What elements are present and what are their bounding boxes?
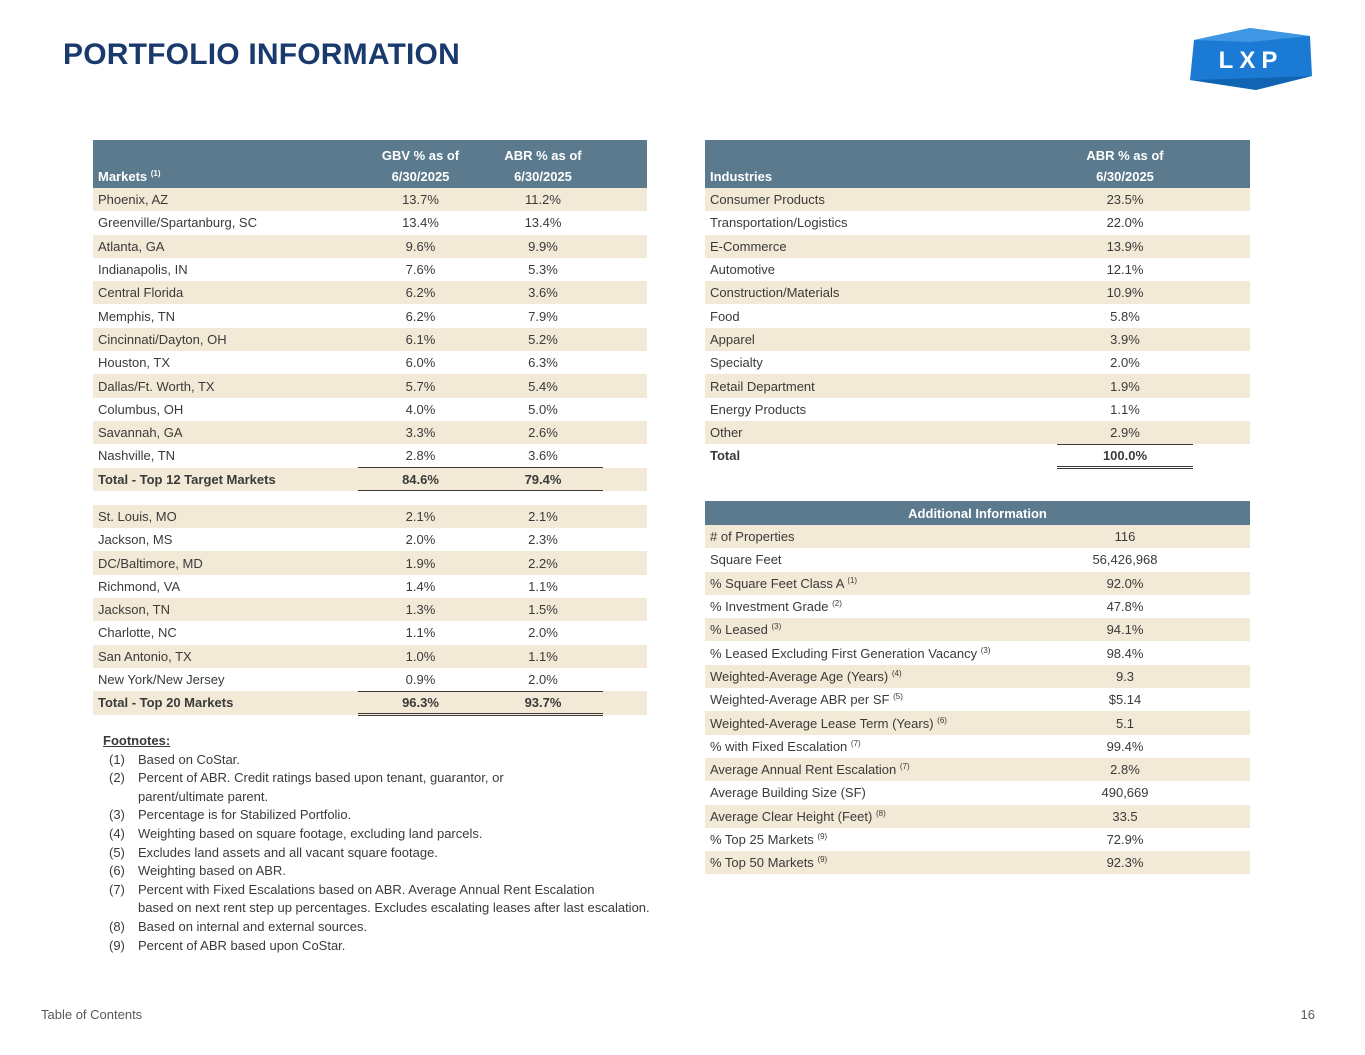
market-gbv: 7.6%: [405, 262, 436, 278]
industry-name: Energy Products: [710, 401, 807, 417]
industry-total-value: 100.0%: [1057, 444, 1193, 467]
additional-info-label: % Leased Excluding First Generation Vacancy $^{(3)}$: [710, 645, 991, 661]
market-abr: 1.5%: [483, 598, 603, 621]
market-gbv: 6.2%: [358, 281, 483, 304]
market-abr: 2.0%: [483, 668, 603, 691]
footnote-text: Weighting based on square footage, excluding land parcels.: [138, 825, 483, 841]
market-abr: 9.9%: [483, 235, 603, 258]
market-row: [93, 188, 647, 211]
footnote-number: [103, 899, 138, 918]
additional-info-value: 5.1: [1035, 711, 1215, 734]
market-gbv: 13.4%: [402, 215, 439, 231]
industry-name: Food: [710, 308, 740, 324]
footnote-ref: (9): [817, 832, 828, 841]
industry-name: Automotive: [710, 262, 776, 278]
footnote-ref: (7): [899, 762, 910, 772]
additional-info-value: 47.8%: [1106, 599, 1144, 615]
additional-info-row: [705, 548, 1250, 571]
industry-row: [705, 188, 1250, 211]
industry-name: Transportation/Logistics: [710, 215, 848, 231]
industry-name: Construction/Materials: [705, 281, 1057, 304]
industries-total-row: [705, 444, 1250, 467]
footnote-item: [103, 751, 650, 770]
additional-info-table: [705, 501, 1250, 874]
additional-info-label: Average Annual Rent Escalation $^{(7)}$: [705, 758, 1035, 781]
market-name: Total - Top 12 Target Markets: [93, 468, 358, 491]
additional-info-row: [705, 805, 1250, 828]
market-row: [93, 304, 647, 327]
additional-info-value: 92.3%: [1035, 851, 1215, 874]
industry-row: [705, 235, 1250, 258]
additional-info-row: [705, 525, 1250, 548]
footnote-text: Percentage is for Stabilized Portfolio.: [138, 807, 352, 823]
industry-row: [705, 351, 1250, 374]
industry-row: [705, 281, 1250, 304]
industry-row: [705, 421, 1250, 444]
footnote-text: Based on internal and external sources.: [138, 918, 368, 934]
footnote-text: Percent of ABR. Credit ratings based upon tenant, guarantor, or: [138, 770, 504, 786]
additional-info-value: $5.14: [1108, 692, 1142, 708]
table-of-contents-link[interactable]: Table of Contents: [41, 1007, 143, 1022]
market-abr: 7.9%: [528, 308, 558, 324]
markets-subtotal-row: [93, 468, 647, 491]
markets-gbv-header-line2: 6/30/2025: [358, 164, 483, 188]
additional-info-value: 490,669: [1101, 785, 1149, 801]
market-row: [93, 551, 647, 574]
market-gbv: 1.3%: [358, 598, 483, 621]
market-row: [93, 211, 647, 234]
footnote-ref: (2): [832, 599, 842, 609]
market-row: [93, 421, 647, 444]
market-row: [93, 575, 647, 598]
footnote-number: (4): [109, 825, 125, 841]
additional-info-row: [705, 851, 1250, 874]
footnote-text: Percent with Fixed Escalations based on ABR. Average Annual Rent Escalation: [138, 881, 595, 897]
additional-info-row: [705, 572, 1250, 595]
market-gbv: 1.0%: [358, 645, 483, 668]
market-gbv: 1.4%: [405, 578, 436, 594]
industry-name: Retail Department: [705, 374, 1057, 397]
market-name: Memphis, TN: [98, 308, 176, 324]
additional-info-label: % Top 50 Markets $^{(9)}$: [705, 851, 1035, 874]
market-name: Jackson, MS: [98, 532, 173, 548]
footnote-text: parent/ultimate parent.: [138, 788, 269, 804]
spacer-row: [93, 491, 647, 505]
additional-info-row: [705, 781, 1250, 804]
market-abr: 3.6%: [483, 281, 603, 304]
market-name: New York/New Jersey: [98, 672, 225, 688]
footnote-text: Weighting based on ABR.: [138, 863, 286, 879]
market-gbv: 84.6%: [358, 468, 483, 491]
market-abr: 5.2%: [483, 328, 603, 351]
market-gbv: 2.1%: [358, 505, 483, 528]
market-name: St. Louis, MO: [93, 505, 358, 528]
additional-info-label: % Investment Grade $^{(2)}$: [710, 599, 842, 615]
market-gbv: 13.7%: [358, 188, 483, 211]
market-name: Jackson, TN: [93, 598, 358, 621]
additional-info-label: Square Feet: [710, 552, 782, 568]
market-row: [93, 351, 647, 374]
market-row: [93, 645, 647, 668]
industry-abr: 1.9%: [1057, 374, 1193, 397]
market-abr: 5.0%: [528, 401, 558, 417]
market-abr: 6.3%: [528, 355, 558, 371]
market-row: [93, 668, 647, 691]
industry-row: [705, 374, 1250, 397]
additional-info-row: [705, 688, 1250, 711]
markets-column-header: Markets $^{(1)}$: [93, 164, 358, 188]
market-gbv: 3.3%: [358, 421, 483, 444]
page-title: PORTFOLIO INFORMATION: [63, 38, 460, 71]
industry-abr: 10.9%: [1057, 281, 1193, 304]
footnote-item: [103, 769, 650, 788]
industry-name: Specialty: [710, 355, 763, 371]
footnote-ref: (8): [875, 808, 886, 818]
additional-info-header: Additional Information: [705, 501, 1250, 525]
additional-info-label: % Leased $^{(3)}$: [705, 618, 1035, 641]
market-name: Charlotte, NC: [98, 625, 177, 641]
footnote-item: [103, 844, 650, 863]
market-name: Indianapolis, IN: [98, 262, 188, 278]
industry-name: E-Commerce: [705, 235, 1057, 258]
market-row: [93, 258, 647, 281]
footnote-text: Percent of ABR based upon CoStar.: [138, 937, 346, 953]
footnotes-title: Footnotes:: [103, 733, 171, 748]
market-row: [93, 444, 647, 467]
market-name: Dallas/Ft. Worth, TX: [93, 374, 358, 397]
industries-abr-header-line2: 6/30/2025: [1057, 164, 1193, 188]
footnote-item: [103, 825, 650, 844]
additional-info-value: 72.9%: [1106, 832, 1144, 847]
industries-table: [705, 140, 1250, 469]
industry-abr: 2.9%: [1057, 421, 1193, 444]
industry-row: [705, 258, 1250, 281]
industry-name: Consumer Products: [705, 188, 1057, 211]
market-name: Cincinnati/Dayton, OH: [93, 328, 358, 351]
additional-info-label: Weighted-Average Lease Term (Years) $^{(6)}$: [705, 711, 1035, 734]
additional-info-value: 98.4%: [1106, 645, 1144, 661]
market-gbv: 6.0%: [405, 355, 436, 371]
footnote-number: (9): [109, 937, 125, 953]
footnote-ref: (3): [980, 645, 991, 655]
additional-info-value: 2.8%: [1035, 758, 1215, 781]
market-gbv: 0.9%: [358, 668, 483, 691]
footnote-ref: (7): [850, 738, 861, 748]
market-row: [93, 235, 647, 258]
industries-column-header: Industries: [705, 164, 1057, 188]
footnote-item: [103, 899, 650, 918]
footnote-number: (3): [109, 807, 125, 823]
market-abr: 11.2%: [483, 188, 603, 211]
market-row: [93, 621, 647, 644]
additional-info-label: % with Fixed Escalation $^{(7)}$: [710, 738, 861, 754]
industry-total-label: Total: [710, 448, 741, 464]
footnote-number: (7): [109, 881, 125, 897]
industries-abr-header-line1: ABR % as of: [1057, 140, 1193, 164]
market-row: [93, 528, 647, 551]
market-name: Nashville, TN: [98, 448, 176, 464]
footnote-text: Based on CoStar.: [138, 751, 240, 767]
additional-info-label: Weighted-Average Age (Years) $^{(4)}$: [705, 665, 1035, 688]
market-abr: 3.6%: [483, 444, 603, 467]
footnote-number: (2): [109, 770, 125, 786]
industry-abr: 1.1%: [1110, 401, 1140, 417]
footnote-text: based on next rent step up percentages. Excludes escalating leases after last escalation.: [138, 900, 650, 916]
market-name: Central Florida: [93, 281, 358, 304]
additional-info-row: [705, 641, 1250, 664]
market-abr: 79.4%: [483, 468, 603, 491]
additional-info-label: Average Clear Height (Feet) $^{(8)}$: [705, 805, 1035, 828]
market-abr: 13.4%: [524, 215, 562, 231]
additional-info-label: # of Properties: [705, 525, 1035, 548]
industry-name: Apparel: [705, 328, 1057, 351]
markets-table: [93, 140, 647, 716]
additional-info-row: [705, 828, 1250, 851]
additional-info-row: [705, 735, 1250, 758]
market-abr: 93.7%: [483, 691, 603, 714]
industry-abr: 13.9%: [1057, 235, 1193, 258]
additional-info-row: [705, 595, 1250, 618]
additional-info-value: 99.4%: [1106, 738, 1144, 754]
footnote-ref: (3): [771, 622, 782, 632]
footnote-ref: (4): [891, 668, 902, 678]
market-abr: 5.4%: [483, 374, 603, 397]
market-name: Atlanta, GA: [93, 235, 358, 258]
footnote-item: [103, 806, 650, 825]
market-abr: 1.1%: [483, 645, 603, 668]
markets-abr-header-line1: ABR % as of: [483, 140, 603, 164]
market-abr: 5.3%: [528, 262, 558, 278]
industry-abr: 23.5%: [1057, 188, 1193, 211]
footnote-text: Excludes land assets and all vacant square footage.: [138, 844, 438, 860]
footnote-ref: (1): [847, 575, 858, 585]
additional-info-label: Weighted-Average ABR per SF $^{(5)}$: [710, 692, 903, 708]
footnote-number: (8): [109, 918, 125, 934]
industry-row: [705, 304, 1250, 327]
footnote-item: [103, 788, 650, 807]
industry-row: [705, 398, 1250, 421]
market-name: San Antonio, TX: [93, 645, 358, 668]
market-gbv: 96.3%: [358, 691, 483, 714]
market-row: [93, 598, 647, 621]
market-gbv: 1.9%: [358, 551, 483, 574]
footnote-number: (1): [109, 751, 125, 767]
market-name: Houston, TX: [98, 355, 171, 371]
market-name: Phoenix, AZ: [93, 188, 358, 211]
market-name: Total - Top 20 Markets: [93, 691, 358, 714]
market-gbv: 2.8%: [358, 444, 483, 467]
industry-row: [705, 328, 1250, 351]
market-abr: 1.1%: [528, 578, 558, 594]
additional-info-value: 92.0%: [1035, 572, 1215, 595]
industry-abr: 5.8%: [1110, 308, 1140, 324]
additional-info-value: 9.3: [1035, 665, 1215, 688]
industry-abr: 22.0%: [1106, 215, 1144, 231]
market-row: [93, 505, 647, 528]
market-gbv: 6.1%: [358, 328, 483, 351]
market-abr: 2.6%: [483, 421, 603, 444]
footnote-number: [103, 788, 138, 807]
industry-abr: 3.9%: [1057, 328, 1193, 351]
footnote-item: [103, 937, 650, 956]
industry-abr: 2.0%: [1110, 355, 1140, 371]
additional-info-value: 94.1%: [1035, 618, 1215, 641]
additional-info-label: Average Building Size (SF): [710, 785, 866, 801]
market-abr: 2.2%: [483, 551, 603, 574]
additional-info-row: [705, 665, 1250, 688]
additional-info-row: [705, 711, 1250, 734]
additional-info-row: [705, 618, 1250, 641]
market-row: [93, 398, 647, 421]
additional-info-value: 116: [1035, 525, 1215, 548]
footnote-item: [103, 862, 650, 881]
footnote-ref: (9): [817, 855, 828, 865]
footnote-number: (5): [109, 844, 125, 860]
additional-info-label: % Square Feet Class A $^{(1)}$: [705, 572, 1035, 595]
industry-row: [705, 211, 1250, 234]
additional-info-value: 56,426,968: [1092, 552, 1158, 568]
market-gbv: 2.0%: [405, 532, 436, 548]
footnote-ref: (5): [893, 692, 903, 702]
market-name: Columbus, OH: [98, 401, 184, 417]
footnote-ref: (6): [937, 715, 947, 725]
market-gbv: 1.1%: [405, 625, 436, 641]
market-name: Savannah, GA: [93, 421, 358, 444]
footnotes: [103, 732, 650, 955]
page-number: 16: [1300, 1007, 1315, 1022]
market-name: Richmond, VA: [98, 578, 181, 594]
market-gbv: 6.2%: [405, 308, 436, 324]
industry-name: Other: [705, 421, 1057, 444]
markets-total-row: [93, 691, 647, 714]
logo-text: LXP: [1218, 47, 1284, 74]
market-abr: 2.3%: [528, 532, 558, 548]
market-gbv: 4.0%: [405, 401, 436, 417]
additional-info-row: [705, 758, 1250, 781]
lxp-logo: [1186, 28, 1314, 90]
market-row: [93, 281, 647, 304]
market-row: [93, 328, 647, 351]
footnote-item: [103, 918, 650, 937]
market-gbv: 9.6%: [358, 235, 483, 258]
industry-abr: 12.1%: [1106, 262, 1144, 278]
footnote-number: (6): [109, 863, 125, 879]
additional-info-value: 33.5: [1035, 805, 1215, 828]
market-name: Greenville/Spartanburg, SC: [98, 215, 257, 231]
additional-info-label: % Top 25 Markets $^{(9)}$: [710, 832, 828, 847]
market-abr: 2.1%: [483, 505, 603, 528]
markets-abr-header-line2: 6/30/2025: [483, 164, 603, 188]
markets-gbv-header-line1: GBV % as of: [358, 140, 483, 164]
market-row: [93, 374, 647, 397]
footnote-item: [103, 881, 650, 900]
market-abr: 2.0%: [528, 625, 558, 641]
market-name: DC/Baltimore, MD: [93, 551, 358, 574]
market-gbv: 5.7%: [358, 374, 483, 397]
